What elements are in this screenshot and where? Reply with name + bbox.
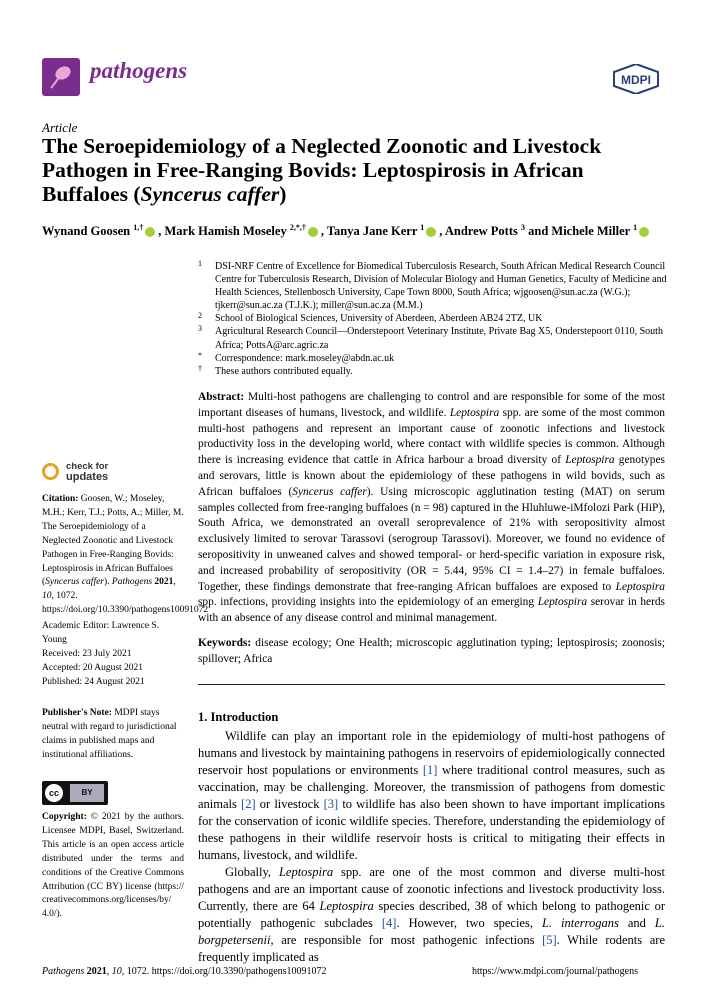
affiliation-item: 2 School of Biological Sciences, University of Aberdeen, Aberdeen AB24 2TZ, UK <box>198 311 543 325</box>
section-heading: 1. Introduction <box>198 710 279 724</box>
cc-by-license-badge[interactable] <box>42 781 108 805</box>
reference-link[interactable]: [4] <box>381 916 397 930</box>
affiliations <box>198 260 668 378</box>
article-type: Article <box>42 120 78 135</box>
author-name[interactable]: Michele Miller <box>551 224 630 238</box>
article-title: The Seroepidemiology of a Neglected Zoonotic and Livestock Pathogen in Free-Ranging Bovids: Leptospirosis in African Buffaloes (Syncerus caffer) <box>42 134 602 206</box>
reference-link[interactable]: [1] <box>422 763 438 777</box>
footer-citation: Pathogens 2021, 10, 1072. https://doi.org/10.3390/pathogens10091072 <box>42 966 327 977</box>
paragraph: Wildlife can play an important role in the epidemiology of multi-host pathogens of humans and livestock by maintaining pathogens in reservoirs of epidemiologically connected reservoir host populations or environments [1] where traditional control measures, such as vaccination, may be challenging. Moreover, the transmission of pathogens from domestic animals [2] or livestock [3] to wildlife has also been shown to have important implications for the conservation of iconic wildlife species. Therefore, understanding the epidemiology of these pathogens in their wildlife reservoir hosts is critical to mitigating their effects in humans, livestock, and wildlife. <box>198 729 666 862</box>
publication-dates <box>42 648 184 690</box>
cc-icon: cc <box>45 784 63 802</box>
publisher-note: Publisher's Note: MDPI stays neutral with regard to jurisdictional claims in published maps and institutional affiliations. <box>42 708 177 760</box>
keywords: Keywords: disease ecology; One Health; microscopic agglutination typing; leptospirosis; zoonosis; spillover; Africa <box>198 637 665 665</box>
footer-journal-url[interactable]: https://www.mdpi.com/journal/pathogens <box>472 966 639 977</box>
mdpi-logo[interactable] <box>612 64 660 94</box>
abstract: Abstract: Multi-host pathogens are challenging to control and are responsible for some of the most important diseases of humans, livestock, and wildlife. Leptospira spp. are some of the most common multi-host pathogens and represent an important cause of zoonotic infections and livestock productivity loss in the developing world, where contact with wildlife species is common. Although there is increasing evidence that cattle in Africa harbour a broad diversity of Leptospira genotypes and serovars, little is known about the epidemiology of these pathogens in wild bovids, such as African buffaloes (Syncerus caffer). Using microscopic agglutination testing (MAT) on serum samples collected from free-ranging buffaloes (n = 98) captured in the Hluhluwe-iMfolozi Park (HiP), South Africa, we demonstrated an overall seroprevalence of 21% with seropositivity almost exclusively limited to serovar Tarassovi (serogroup Tarassovi). Moreover, we found no evidence of seropositivity in unweaned calves and showed temporal- or herd-specific variation in exposure risk, and increased probability of seropositivity (OR = 5.44, 95% CI = 1.4–27) in female buffaloes. Together, these findings demonstrate that free-ranging African buffaloes are exposed to Leptospira spp. infections, providing insights into the epidemiology of an emerging Leptospira serovar in herds with an absence of any disease control and minimal management. <box>198 391 665 625</box>
orcid-icon[interactable] <box>145 227 155 237</box>
introduction-body <box>198 728 665 966</box>
section-divider <box>198 684 665 685</box>
affiliation-item: 1 DSI-NRF Centre of Excellence for Biomedical Tuberculosis Research, South African Medical Research Council Centre for Tuberculosis Research, Division of Molecular Biology and Human Genetics, Faculty of Medicine and Health Sciences, Stellenbosch University, Cape Town 8000, South Africa; wjgoosen@sun.ac.za (W.G.); tjkerr@sun.ac.za (T.J.K.); miller@sun.ac.za (M.M.) <box>198 259 667 312</box>
author-name[interactable]: Wynand Goosen <box>42 224 131 238</box>
author-list: Wynand Goosen $^{1,\dagger}$ , Mark Hamish Moseley $^{2,*,\dagger}$ , Tanya Jane Kerr $^1$ , Andrew Potts $^3$ and Michele Miller $^1$ <box>42 224 682 239</box>
copyright-notice: Copyright: © 2021 by the authors. Licensee MDPI, Basel, Switzerland. This article is an open access article distributed under the terms and conditions of the Creative Commons Attribution (CC BY) license (https:// creativecommons.org/licenses/by/ 4.0/). <box>42 812 184 920</box>
reference-link[interactable]: [2] <box>241 797 256 811</box>
author-name[interactable]: Tanya Jane Kerr <box>326 224 418 238</box>
orcid-icon[interactable] <box>426 227 436 237</box>
journal-name[interactable]: pathogens <box>90 58 188 83</box>
reference-link[interactable]: [3] <box>323 797 339 811</box>
by-icon: BY <box>70 784 104 802</box>
reference-link[interactable]: [5] <box>542 933 557 947</box>
author-name[interactable]: Mark Hamish Moseley <box>164 224 287 238</box>
citation-doi-link: , 1072. https://doi.org/10.3390/pathogens10091072 <box>42 591 209 616</box>
academic-editor: Academic Editor: Lawrence S. Young <box>42 621 160 645</box>
paragraph: Globally, Leptospira spp. are one of the most common and diverse multi-host pathogens and are an important cause of zoonotic infections and livestock productivity loss. Currently, there are 64 Leptospira species described, 38 of which belong to pathogenic or potentially pathogenic subclades [4]. However, two species, L. interrogans and L. borgpetersenii, are responsible for most pathogenic infections [5]. While rodents are frequently implicated as <box>198 865 665 964</box>
svg-text:MDPI: MDPI <box>621 73 651 87</box>
published-date: Published: 24 August 2021 <box>42 676 145 687</box>
check-for-updates-button[interactable]: check for updates <box>42 462 182 482</box>
orcid-icon[interactable] <box>639 227 649 237</box>
check-updates-icon <box>42 463 59 480</box>
affiliation-item: 3 Agricultural Research Council—Onderstepoort Veterinary Institute, Private Bag X5, Onderstepoort 0110, South Africa; PottsA@arc.agric.za <box>198 324 663 351</box>
equal-contribution-note: † These authors contributed equally. <box>198 363 353 377</box>
citation-block: Citation: Goosen, W.; Moseley, M.H.; Kerr, T.J.; Potts, A.; Miller, M. The Seroepidemiology of a Neglected Zoonotic and Livestock Pathogen in Free-Ranging Bovids: Leptospirosis in African Buffaloes (Syncerus caffer). Pathogens 2021, 10, 1072. https://doi.org/10.3390/pathogens10091072 <box>42 494 209 616</box>
accepted-date: Accepted: 20 August 2021 <box>42 662 144 673</box>
correspondence: * Correspondence: mark.moseley@abdn.ac.uk <box>198 350 395 364</box>
orcid-icon[interactable] <box>308 227 318 237</box>
received-date: Received: 23 July 2021 <box>42 649 132 659</box>
pathogens-logo-icon <box>42 58 80 96</box>
author-name[interactable]: Andrew Potts <box>444 224 518 238</box>
